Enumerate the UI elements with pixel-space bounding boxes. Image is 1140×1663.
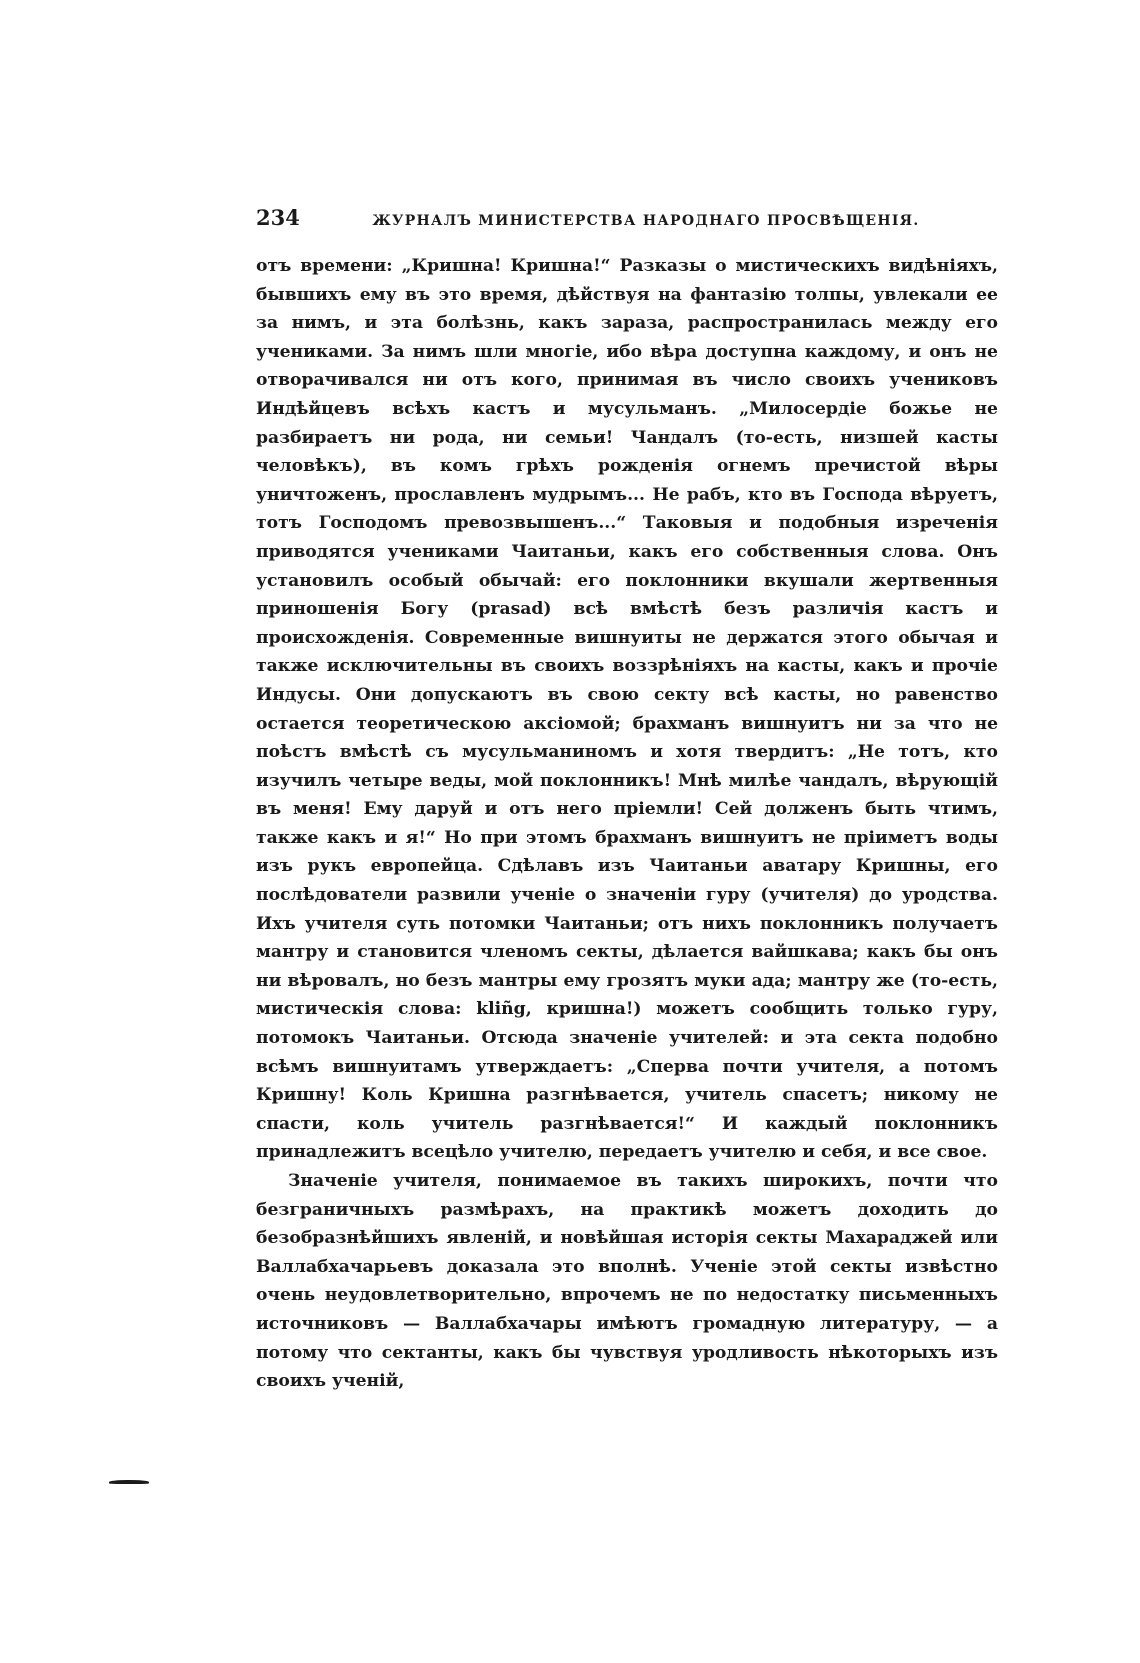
journal-title: ЖУРНАЛЪ МИНИСТЕРСТВА НАРОДНАГО ПРОСВѢЩЕНІЯ. [372,213,920,229]
margin-ink-mark [109,1480,149,1484]
book-page [256,205,998,1396]
running-head [256,205,998,230]
page-number: 234 [256,205,300,230]
paragraph-2: Значеніе учителя, понимаемое въ такихъ широкихъ, почти что безграничныхъ размѣрахъ, на практикѣ можетъ доходить до безобразнѣйшихъ явленій, и новѣйшая исторія секты Махараджей или Валлабхачарьевъ доказала это вполнѣ. Ученіе этой секты извѣстно очень неудовлетворительно, впрочемъ не по недостатку письменныхъ источниковъ — Валлабхачары имѣютъ громадную литературу, — а потому что сектанты, какъ бы чувствуя уродливость нѣкоторыхъ изъ своихъ ученій, [256,1171,998,1392]
paragraph-1: отъ времени: „Кришна! Кришна!“ Разказы о мистическихъ видѣніяхъ, бывшихъ ему въ это время, дѣйствуя на фантазію толпы, увлекали ее за нимъ, и эта болѣзнь, какъ зараза, распространилась между его учениками. За нимъ шли многіе, ибо вѣра доступна каждому, и онъ не отворачивался ни отъ кого, принимая въ число своихъ учениковъ Индѣйцевъ всѣхъ кастъ и мусульманъ. „Милосердіе божье не разбираетъ ни рода, ни семьи! Чандалъ (то-есть, низшей касты человѣкъ), въ комъ грѣхъ рожденія огнемъ пречистой вѣры уничтоженъ, прославленъ мудрымъ... Не рабъ, кто въ Господа вѣруетъ, тотъ Господомъ превозвышенъ...“ Таковыя и подобныя изреченія приводятся учениками Чаитаньи, какъ его собственныя слова. Онъ установилъ особый обычай: его поклонники вкушали жертвенныя приношенія Богу (prasad) всѣ вмѣстѣ безъ различія кастъ и происхожденія. Современные вишнуиты не держатся этого обычая и также исключительны въ своихъ воззрѣніяхъ на касты, какъ и прочіе Индусы. Они допускаютъ въ свою секту всѣ касты, но равенство остается теоретическою аксіомой; брахманъ вишнуитъ ни за что не поѣстъ вмѣстѣ съ мусульманиномъ и хотя твердитъ: „Не тотъ, кто изучилъ четыре веды, мой поклонникъ! Мнѣ милѣе чандалъ, вѣрующій въ меня! Ему даруй и отъ него пріемли! Сей долженъ быть чтимъ, также какъ и я!“ Но при этомъ брахманъ вишнуитъ не пріиметъ воды изъ рукъ европейца. Сдѣлавъ изъ Чаитаньи аватару Кришны, его послѣдователи развили ученіе о значеніи гуру (учителя) до уродства. Ихъ учителя суть потомки Чаитаньи; отъ нихъ поклонникъ получаетъ мантру и становится членомъ секты, дѣлается вайшкава; какъ бы онъ ни вѣровалъ, но безъ мантры ему грозятъ муки ада; мантру же (то-есть, мистическія слова: kliñg, кришна!) можетъ сообщить только гуру, потомокъ Чаитаньи. Отсюда значеніе учителей: и эта секта подобно всѣмъ вишнуитамъ утверждаетъ: „Сперва почти учителя, а потомъ Кришну! Коль Кришна разгнѣвается, учитель спасетъ; никому не спасти, коль учитель разгнѣвается!“ И каждый поклонникъ принадлежитъ всецѣло учителю, передаетъ учителю и себя, и все свое. [256,256,998,1163]
body-text [256,252,998,1396]
